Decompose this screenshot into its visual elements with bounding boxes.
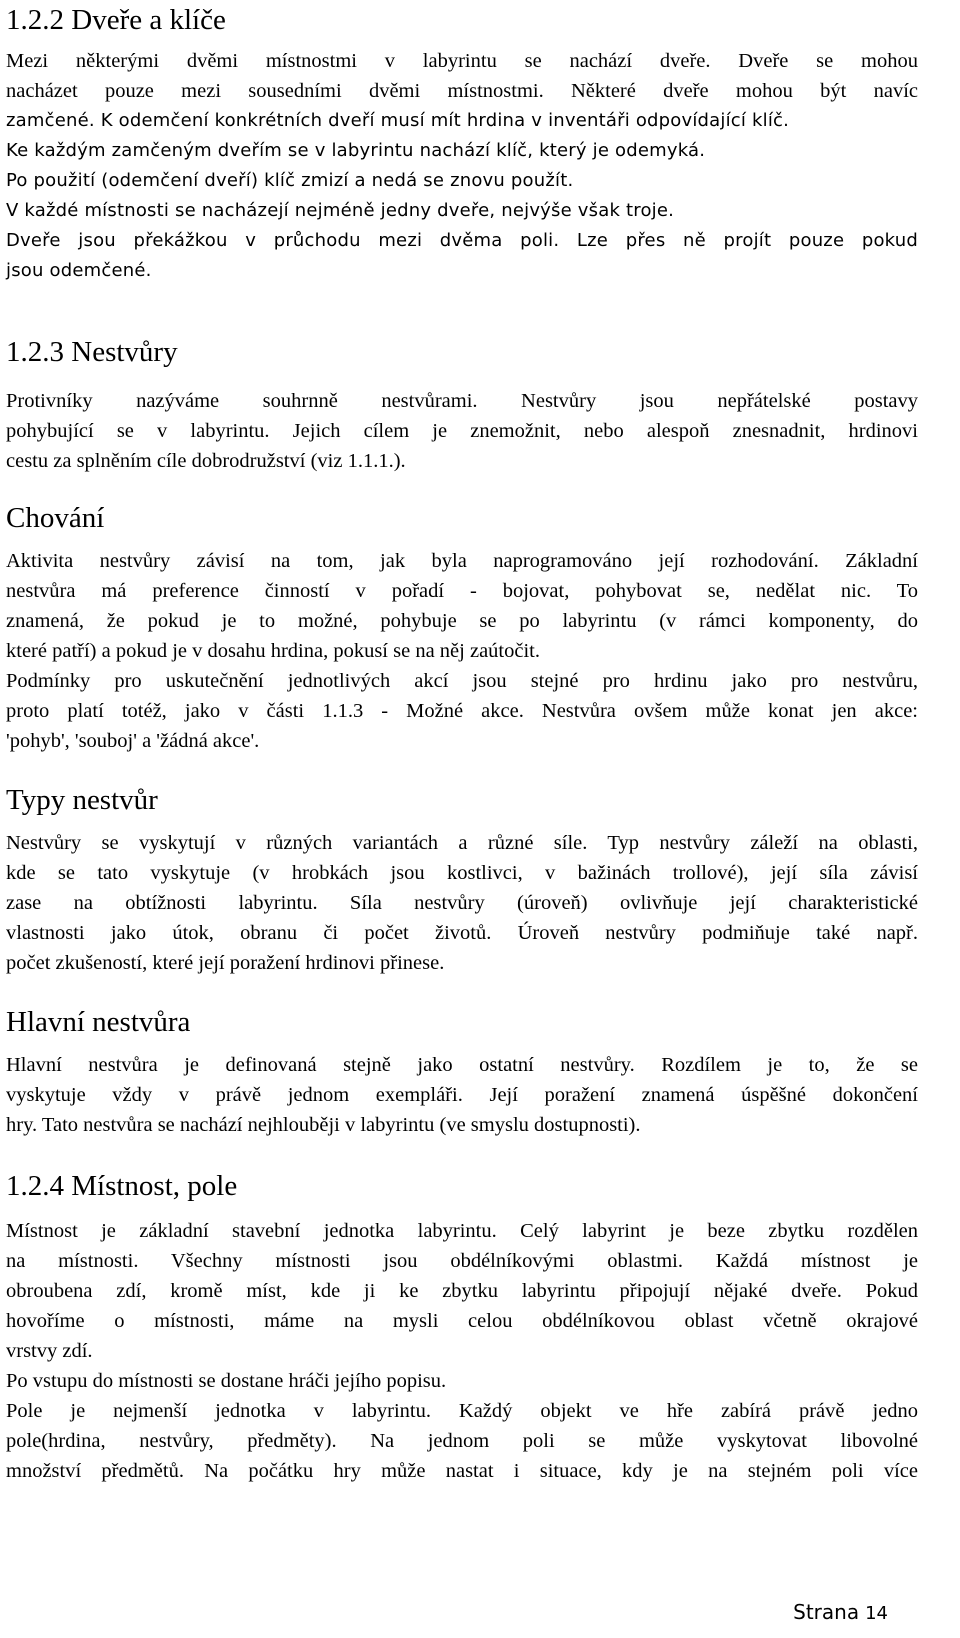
paragraph-line: 'pohyb', 'souboj' a 'žádná akce'.	[6, 730, 260, 752]
paragraph-line: Aktivita nestvůry závisí na tom, jak byla naprogramováno její rozhodování. Základní	[6, 550, 918, 572]
paragraph-line: zase na obtížnosti labyrintu. Síla nestvůry (úroveň) ovlivňuje její charakteristické	[6, 892, 918, 914]
paragraph-line: Nestvůry se vyskytují v různých variantách a různé síle. Typ nestvůry záleží na oblasti,	[6, 832, 918, 854]
subsection-heading-behavior: Chování	[6, 502, 105, 534]
paragraph-line: proto platí totéž, jako v části 1.1.3 - Možné akce. Nestvůra ovšem může konat jen akce:	[6, 700, 918, 722]
paragraph-line: pohybující se v labyrintu. Jejich cílem je znemožnit, nebo alespoň znesnadnit, hrdinovi	[6, 420, 918, 442]
paragraph-line: vrstvy zdí.	[6, 1340, 93, 1362]
paragraph-line: které patří) a pokud je v dosahu hrdina, pokusí se na něj zaútočit.	[6, 640, 540, 662]
paragraph-line: vlastnosti jako útok, obranu či počet životů. Úroveň nestvůry podmiňuje také např.	[6, 922, 918, 944]
paragraph-line: nacházet pouze mezi sousedními dvěmi místnostmi. Některé dveře mohou být navíc	[6, 80, 918, 102]
section-heading-room-field: 1.2.4 Místnost, pole	[6, 1170, 238, 1202]
paragraph-line: jsou odemčené.	[6, 260, 152, 281]
paragraph-line: Mezi některými dvěmi místnostmi v labyrintu se nachází dveře. Dveře se mohou	[6, 50, 918, 72]
paragraph-line: hry. Tato nestvůra se nachází nejhlouběji v labyrintu (ve smyslu dostupnosti).	[6, 1114, 641, 1136]
paragraph-line: zamčené. K odemčení konkrétních dveří musí mít hrdina v inventáři odpovídající klíč.	[6, 110, 790, 131]
paragraph-line: Pole je nejmenší jednotka v labyrintu. Každý objekt ve hře zabírá právě jedno	[6, 1400, 918, 1422]
paragraph-line: Po použití (odemčení dveří) klíč zmizí a nedá se znovu použít.	[6, 170, 574, 191]
page-number: 14	[865, 1603, 888, 1624]
paragraph-line: Ke každým zamčeným dveřím se v labyrintu nachází klíč, který je odemyká.	[6, 140, 706, 161]
subsection-heading-main-monster: Hlavní nestvůra	[6, 1006, 191, 1038]
subsection-heading-monster-types: Typy nestvůr	[6, 784, 158, 816]
paragraph-line: cestu za splněním cíle dobrodružství (viz 1.1.1.).	[6, 450, 406, 472]
paragraph-line: pole(hrdina, nestvůry, předměty). Na jednom poli se může vyskytovat libovolné	[6, 1430, 918, 1452]
paragraph-line: množství předmětů. Na počátku hry může nastat i situace, kdy je na stejném poli více	[6, 1460, 918, 1482]
paragraph-line: počet zkušeností, které její poražení hrdinovi přinese.	[6, 952, 445, 974]
paragraph-line: Dveře jsou překážkou v průchodu mezi dvěma poli. Lze přes ně projít pouze pokud	[6, 230, 918, 251]
paragraph-line: Po vstupu do místnosti se dostane hráči jejího popisu.	[6, 1370, 447, 1392]
paragraph-line: kde se tato vyskytuje (v hrobkách jsou kostlivci, v bažinách trollové), její síla závisí	[6, 862, 918, 884]
paragraph-line: Protivníky nazýváme souhrnně nestvůrami. Nestvůry jsou nepřátelské postavy	[6, 390, 918, 412]
section-heading-monsters: 1.2.3 Nestvůry	[6, 336, 178, 368]
paragraph-line: na místnosti. Všechny místnosti jsou obdélníkovými oblastmi. Každá místnost je	[6, 1250, 918, 1272]
paragraph-line: vyskytuje vždy v právě jednom exempláři. Její poražení znamená úspěšné dokončení	[6, 1084, 918, 1106]
paragraph-line: obroubena zdí, kromě míst, kde ji ke zbytku labyrintu připojují nějaké dveře. Pokud	[6, 1280, 918, 1302]
page-label: Strana	[793, 1600, 860, 1624]
paragraph-line: Místnost je základní stavební jednotka labyrintu. Celý labyrint je beze zbytku rozdělen	[6, 1220, 918, 1242]
document-body	[6, 0, 918, 1486]
paragraph-line: Hlavní nestvůra je definovaná stejně jako ostatní nestvůry. Rozdílem je to, že se	[6, 1054, 918, 1076]
paragraph-line: nestvůra má preference činností v pořadí - bojovat, pohybovat se, nedělat nic. To	[6, 580, 918, 602]
section-heading-doors-keys: 1.2.2 Dveře a klíče	[6, 4, 226, 36]
paragraph-line: Podmínky pro uskutečnění jednotlivých akcí jsou stejné pro hrdinu jako pro nestvůru,	[6, 670, 918, 692]
paragraph-line: znamená, že pokud je to možné, pohybuje se po labyrintu (v rámci komponenty, do	[6, 610, 918, 632]
paragraph-line: hovoříme o místnosti, máme na mysli celou obdélníkovou oblast včetně okrajové	[6, 1310, 918, 1332]
page-footer	[793, 1600, 888, 1624]
paragraph-line: V každé místnosti se nacházejí nejméně jedny dveře, nejvýše však troje.	[6, 200, 675, 221]
